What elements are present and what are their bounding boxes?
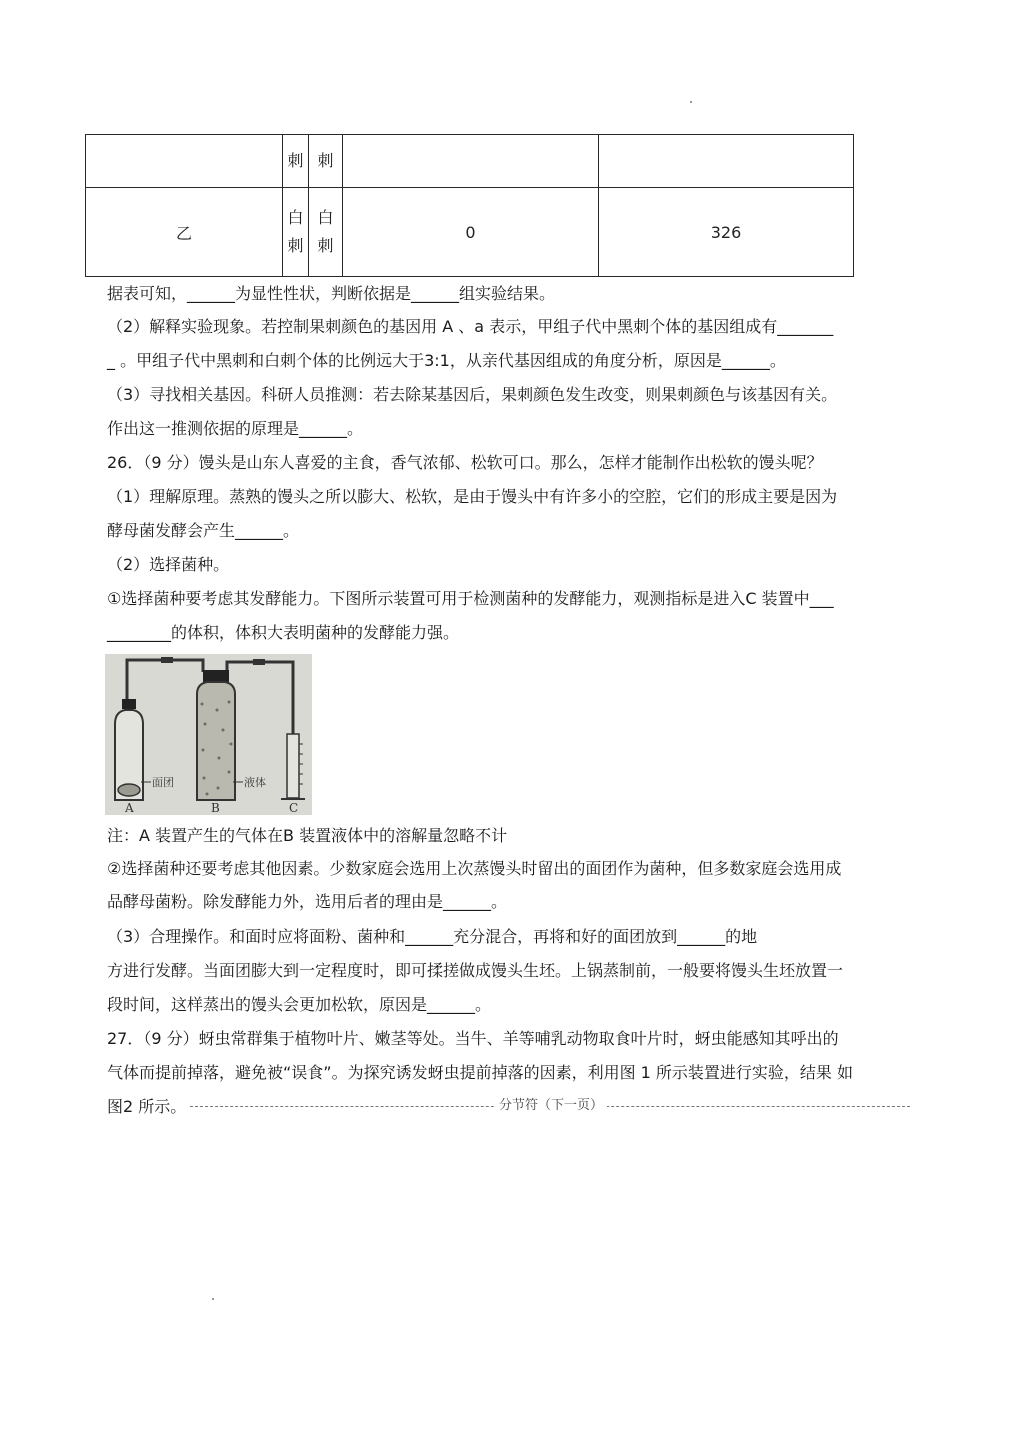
table-cell <box>86 135 283 188</box>
table-row <box>86 135 854 188</box>
figure-note: 注：A 装置产生的气体在B 装置液体中的溶解量忽略不计 <box>107 826 508 845</box>
label-liquid: 液体 <box>244 776 266 789</box>
text-line: 酵母菌发酵会产生______。 <box>107 521 300 540</box>
speck <box>212 1298 214 1300</box>
text-line: 气体而提前掉落，避免被“误食”。为探究诱发蚜虫提前掉落的因素，利用图 1 所示装置进行实验，结果 如 <box>107 1063 854 1082</box>
text-line: ①选择菌种要考虑其发酵能力。下图所示装置可用于检测菌种的发酵能力，观测指标是进入C 装置中___ <box>107 589 834 608</box>
text-line: （3）寻找相关基因。科研人员推测：若去除某基因后，果刺颜色发生改变，则果刺颜色与该基因有关。 <box>107 385 838 404</box>
text-line: 图2 所示。 <box>107 1097 187 1116</box>
text-line: ②选择菌种还要考虑其他因素。少数家庭会选用上次蒸馒头时留出的面团作为菌种，但多数家庭会选用成 <box>107 859 842 878</box>
text-line: （2）解释实验现象。若控制果刺颜色的基因用 A 、a 表示，甲组子代中黑刺个体的基因组成有_______ <box>107 317 834 336</box>
table-cell <box>599 135 854 188</box>
speck <box>690 101 692 103</box>
label-b: B <box>211 801 220 815</box>
table-cell <box>343 135 599 188</box>
table-cell: 白刺 <box>309 188 343 277</box>
text-line: （2）选择菌种。 <box>107 555 230 574</box>
table-cell: 326 <box>599 188 854 277</box>
table-cell: 刺 <box>283 135 309 188</box>
question-27: 27．（9 分）蚜虫常群集于植物叶片、嫩茎等处。当牛、羊等哺乳动物取食叶片时，蚜虫能感知其呼出的 <box>107 1029 839 1048</box>
genetics-table <box>85 134 854 277</box>
text-line: 作出这一推测依据的原理是______。 <box>107 419 364 438</box>
text-line: 据表可知，______为显性性状，判断依据是______组实验结果。 <box>107 284 556 303</box>
table-cell: 刺 <box>309 135 343 188</box>
question-26: 26．（9 分）馒头是山东人喜爱的主食，香气浓郁、松软可口。那么，怎样才能制作出松软的馒头呢？ <box>107 453 823 472</box>
table-row <box>86 188 854 277</box>
text-line: 段时间，这样蒸出的馒头会更加松软，原因是______。 <box>107 995 492 1014</box>
text-line: 品酵母菌粉。除发酵能力外，选用后者的理由是______。 <box>107 892 508 911</box>
label-dough: 面团 <box>152 776 174 789</box>
label-a: A <box>125 801 134 815</box>
section-break-label: 分节符（下一页） <box>495 1096 607 1116</box>
text-line: （3）合理操作。和面时应将面粉、菌种和______充分混合，再将和好的面团放到______的地 <box>107 927 758 946</box>
table-cell: 白刺 <box>283 188 309 277</box>
label-c: C <box>289 801 299 815</box>
table-cell-group: 乙 <box>86 188 283 277</box>
text-line: _ 。甲组子代中黑刺和白刺个体的比例远大于3:1，从亲代基因组成的角度分析，原因是______。 <box>107 351 786 370</box>
apparatus-drawing <box>105 654 312 815</box>
fermentation-apparatus-figure <box>105 654 312 815</box>
text-line: 方进行发酵。当面团膨大到一定程度时，即可揉搓做成馒头生坯。上锅蒸制前，一般要将馒头生坯放置一 <box>107 961 844 980</box>
table-cell: 0 <box>343 188 599 277</box>
text-line: ________的体积，体积大表明菌种的发酵能力强。 <box>107 623 460 642</box>
text-line: （1）理解原理。蒸熟的馒头之所以膨大、松软，是由于馒头中有许多小的空腔，它们的形成主要是因为 <box>107 487 838 506</box>
